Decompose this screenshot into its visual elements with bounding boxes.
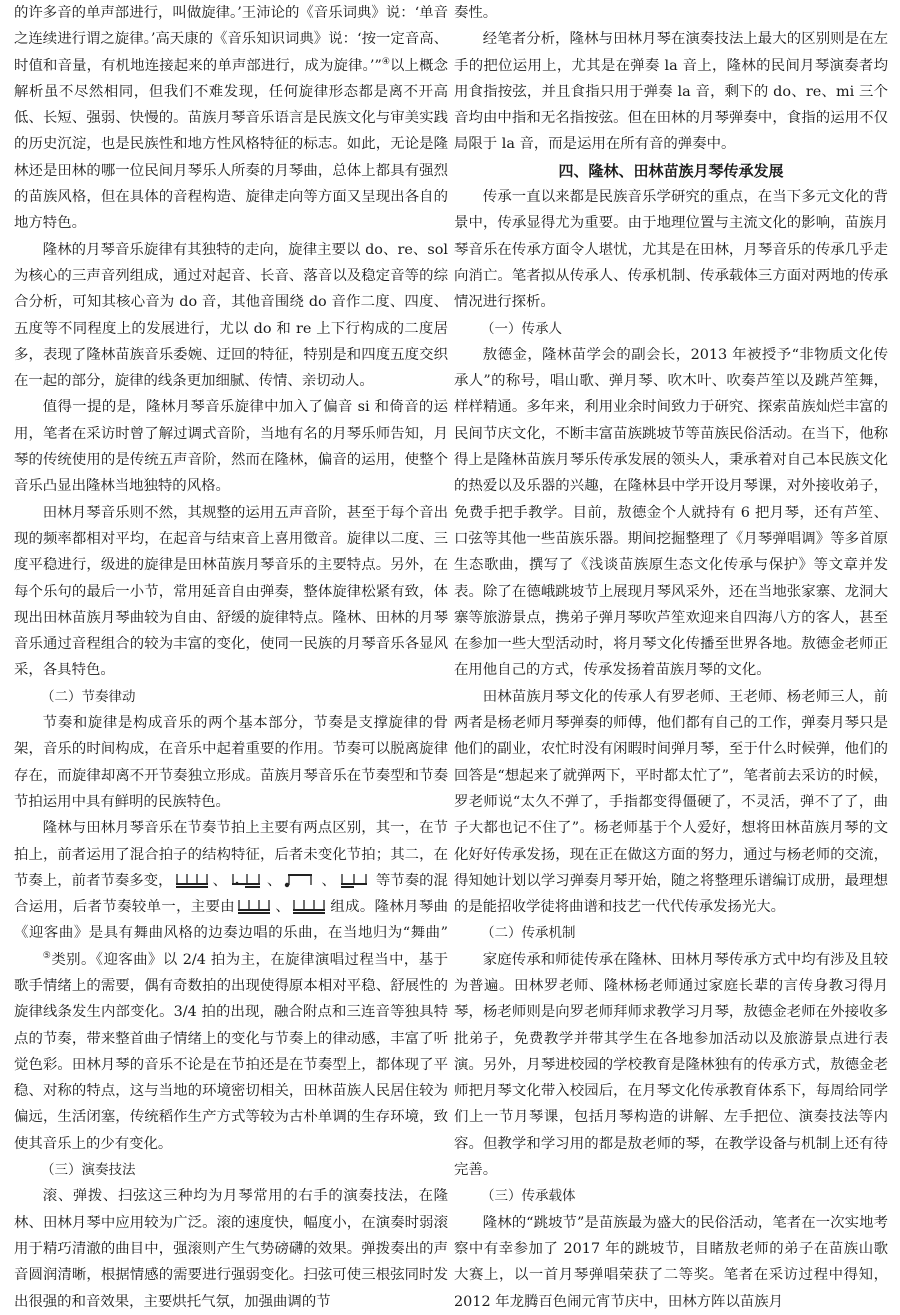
- paragraph: 家庭传承和师徒传承在隆林、田林月琴传承方式中均有涉及且较为普遍。田林罗老师、隆林杨老师通过家庭长辈的言传身教习得月琴，杨老师则是向罗老师拜师求教学习月琴，敖德金老师在外接收多批弟子，免费教学并带其学生在各地参加活动以及旅游景点进行表演。另外，月琴进校园的学校教育是隆林独有的传承方式，敖德金老师把月琴文化带入校园后，在月琴文化传承教育体系下，每周给同学们上一节月琴课，包括月琴构造的讲解、左手把位、演奏技法等内容。但教学和学习用的都是敖老师的琴，在教学设备与机制上还有待完善。: [454, 951, 888, 1179]
- paragraph: 传承一直以来都是民族音乐学研究的重点，在当下多元文化的背景中，传承显得尤为重要。由于地理位置与主流文化的影响，苗族月琴音乐在传承方面令人堪忧，尤其是在田林，月琴音乐的传承几乎走向消亡。笔者拟从传承人、传承机制、传承载体三方面对两地的传承情况进行探析。: [454, 189, 888, 311]
- paragraph: 隆林与田林月琴音乐在节奏节拍上主要有两点区别，其一，在节拍上，前者运用了混合拍子的结构特征，后者未变化节拍；其二，在节奏上，前者节奏多变， 、 、 、 等节奏的混合运用，后者节奏较单一，主要由 、 组成。隆林月琴曲《迎客曲》是具有舞曲风格的边奏边唱的乐曲，在当地归为“舞曲”⑤类别。《迎客曲》以 2/4 拍为主，在旋律演唱过程当中，基于歌手情绪上的需要，偶有奇数拍的出现使得原本相对平稳、舒展性的旋律线条发生内部变化。3/4 拍的出现，融合附点和三连音等独具特点的节奏，带来整首曲子情绪上的变化与节奏上的律动感，丰富了听觉色彩。田林月琴的音乐不论是在节拍还是在节奏型上，都体现了平稳、对称的特点，这与当地的环境密切相关，田林苗族人民居住较为偏远，生活闭塞，传统稻作生产方式等较为古朴单调的生存环境，致使其音乐上的少有变化。: [14, 820, 448, 1152]
- paragraph: 奏性。: [454, 5, 498, 21]
- rhythm-notation-sixteenths: [290, 897, 330, 915]
- section-heading: 四、隆林、田林苗族月琴传承发展: [558, 161, 784, 180]
- rhythm-notation-sixteenths: [235, 897, 275, 915]
- paragraph-text: 的许多音的单声部进行，叫做旋律。’王沛论的《音乐词典》说：‘单音之连续进行谓之旋律。’高天康的《音乐知识词典》说：‘按一定音高、时值和音量，有机地连接起来的单声部进行，成为旋律。’”: [14, 5, 448, 74]
- subsection-heading: （二）节奏律动: [41, 688, 136, 705]
- paragraph-text: 等节奏的混合运用，后者节奏较单一，主要由: [14, 872, 448, 916]
- paragraph: 值得一提的是，隆林月琴音乐旋律中加入了偏音 si 和倚音的运用，笔者在采访时曾了解过调式音阶，当地有名的月琴乐师告知，月琴的传统使用的是传统五声音阶，然而在隆林，偏音的运用，使整个音乐凸显出隆林当地独特的风格。: [14, 399, 448, 495]
- footnote-marker: ⑤: [42, 950, 51, 961]
- paragraph: 节奏和旋律是构成音乐的两个基本部分，节奏是支撑旋律的骨架，音乐的时间构成，在音乐中起着重要的作用。节奏可以脱离旋律存在，而旋律却离不开节奏独立形成。苗族月琴音乐在节奏型和节奏节拍运用中具有鲜明的民族特色。: [14, 715, 448, 810]
- paragraph: 田林苗族月琴文化的传承人有罗老师、王老师、杨老师三人，前两者是杨老师月琴弹奏的师傅，他们都有自己的工作，弹奏月琴只是他们的副业，农忙时没有闲暇时间弹月琴，至于什么时候弹，他们的回答是“想起来了就弹两下，平时都太忙了”，笔者前去采访的时候，罗老师说“太久不弹了，手指都变得僵硬了，不灵活，弹不了了，曲子大都也记不住了”。杨老师基于个人爱好，想将田林苗族月琴的文化好好传承发扬，现在正在做这方面的努力，通过与杨老师的交流，得知她计划以学习弹奏月琴开始，随之将整理乐谱编订成册，最理想的是能招收学徒将曲谱和技艺一代代传承发扬光大。: [454, 688, 888, 916]
- rhythm-notation-triplet: [336, 871, 376, 889]
- paragraph: [14, 0, 448, 237]
- paragraph: 滚、弹拨、扫弦这三种均为月琴常用的右手的演奏技法，在隆林、田林月琴中应用较为广泛。滚的速度快，幅度小，在演奏时弱滚用于精巧清澈的曲目中，强滚则产生气势磅礴的效果。弹拨奏出的声音圆润清晰，根据情感的需要进行强弱变化。扫弦可使三根弦同时发出很强的和音效果，主要烘托气氛，加强曲调的节: [14, 1188, 448, 1310]
- subsection-heading: （二）传承机制: [481, 925, 576, 942]
- left-column: [14, 0, 448, 1310]
- rhythm-notation-dotted: [227, 871, 267, 889]
- rhythm-notation-eighth-pair: [281, 871, 321, 889]
- paragraph-text: 隆林与田林月琴音乐在节奏节拍上主要有两点区别，其一，在节拍上，前者运用了混合拍子的结构特征，后者未变化节拍；其二，在节奏上，前者节奏多变，: [14, 820, 448, 889]
- footnote-marker: ④: [381, 56, 390, 67]
- paragraph: 敖德金，隆林苗学会的副会长，2013 年被授予“非物质文化传承人”的称号，唱山歌、弹月琴、吹木叶、吹奏芦笙以及跳芦笙舞，样样精通。多年来，利用业余时间致力于研究、探索苗族灿烂丰富的民间节庆文化，不断丰富苗族跳坡节等苗族民俗活动。在当下，他称得上是隆林苗族月琴乐传承发展的领头人，秉承着对自己本民族文化的热爱以及乐器的兴趣，在隆林县中学开设月琴课，对外接收弟子，免费手把手教学。目前，敖德金个人就持有 6 把月琴，还有芦笙、口弦等其他一些苗族乐器。期间挖掘整理了《月琴弹唱调》等多首原生态歌曲，撰写了《浅谈苗族原生态文化传承与保护》等文章并发表。除了在德峨跳坡节上展现月琴风采外，还在当地张家寨、龙洞大寨等旅游景点，携弟子弹月琴吹芦笙欢迎来自四海八方的客人，甚至在参加一些大型活动时，将月琴文化传播至世界各地。敖德金老师正在用他自己的方式，传承发扬着苗族月琴的文化。: [454, 346, 888, 679]
- paragraph-text: 以上概念解析虽不尽然相同，但我们不难发现，任何旋律形态都是离不开高低、长短、强弱、快慢的。苗族月琴音乐语言是民族文化与审美实践的历史沉淀，也是民族性和地方性风格特征的标志。如此，无论是隆林还是田林的哪一位民间月琴乐人所奏的月琴曲，总体上都具有强烈的苗族风格，但在具体的音程构造、旋律走向等方面又呈现出各自的地方特色。: [14, 57, 448, 232]
- rhythm-notation-sixteenths: [173, 871, 213, 889]
- paragraph-text: 类别。《迎客曲》以 2/4 拍为主，在旋律演唱过程当中，基于歌手情绪上的需要，偶有奇数拍的出现使得原本相对平稳、舒展性的旋律线条发生内部变化。3/4 拍的出现，融合附点和三连音等独具特点的节奏，带来整首曲子情绪上的变化与节奏上的律动感，丰富了听觉色彩。田林月琴的音乐不论是在节拍还是在节奏型上，都体现了平稳、对称的特点，这与当地的环境密切相关，田林苗族人民居住较为偏远，生活闭塞，传统稻作生产方式等较为古朴单调的生存环境，致使其音乐上的少有变化。: [14, 951, 448, 1152]
- paragraph: 经笔者分析，隆林与田林月琴在演奏技法上最大的区别则是在左手的把位运用上，尤其是在弹奏 la 音上，隆林的民间月琴演奏者均用食指按弦，并且食指只用于弹奏 la 音，剩下的 do、re、mi 三个音均由中指和无名指按弦。但在田林的月琴弹奏中，食指的运用不仅局限于 la 音，而是运用在所有音的弹奏中。: [454, 31, 888, 153]
- paragraph: 隆林的“跳坡节”是苗族最为盛大的民俗活动，笔者在一次实地考察中有幸参加了 2017 年的跳坡节，目睹敖老师的弟子在苗族山歌大赛上，以一首月琴弹唱荣获了二等奖。笔者在采访过程中得知，2012 年龙腾百色闹元宵节庆中，田林方阵以苗族月: [454, 1214, 888, 1310]
- paragraph: 隆林的月琴音乐旋律有其独特的走向，旋律主要以 do、re、sol 为核心的三声音列组成，通过对起音、长音、落音以及稳定音等的综合分析，可知其核心音为 do 音，其他音围绕 do 音作二度、四度、五度等不同程度上的发展进行，尤以 do 和 re 上下行构成的二度居多，表现了隆林苗族音乐委婉、迂回的特征，特别是和四度五度交织在一起的部分，旋律的线条更加细腻、传情、亲切动人。: [14, 241, 448, 390]
- paragraph-text: 组成。隆林月琴曲《迎客曲》是具有舞曲风格的边奏边唱的乐曲，在当地归为“舞曲”: [14, 899, 448, 942]
- paragraph: 田林月琴音乐则不然，其规整的运用五声音阶，甚至于每个音出现的频率都相对平均，在起音与结束音上喜用徵音。旋律以二度、三度平稳进行，级进的旋律是田林苗族月琴音乐的主要特点。另外，在每个乐句的最后一小节，常用延音自由弹奏，整体旋律松紧有致，体现出田林苗族月琴曲较为自由、舒缓的旋律特点。隆林、田林的月琴音乐通过音程组合的较为丰富的变化，使同一民族的月琴音乐各显风采，各具特色。: [14, 504, 448, 679]
- right-column: [454, 0, 888, 1310]
- subsection-heading: （一）传承人: [481, 320, 562, 337]
- subsection-heading: （三）演奏技法: [41, 1162, 136, 1179]
- subsection-heading: （三）传承载体: [481, 1188, 576, 1205]
